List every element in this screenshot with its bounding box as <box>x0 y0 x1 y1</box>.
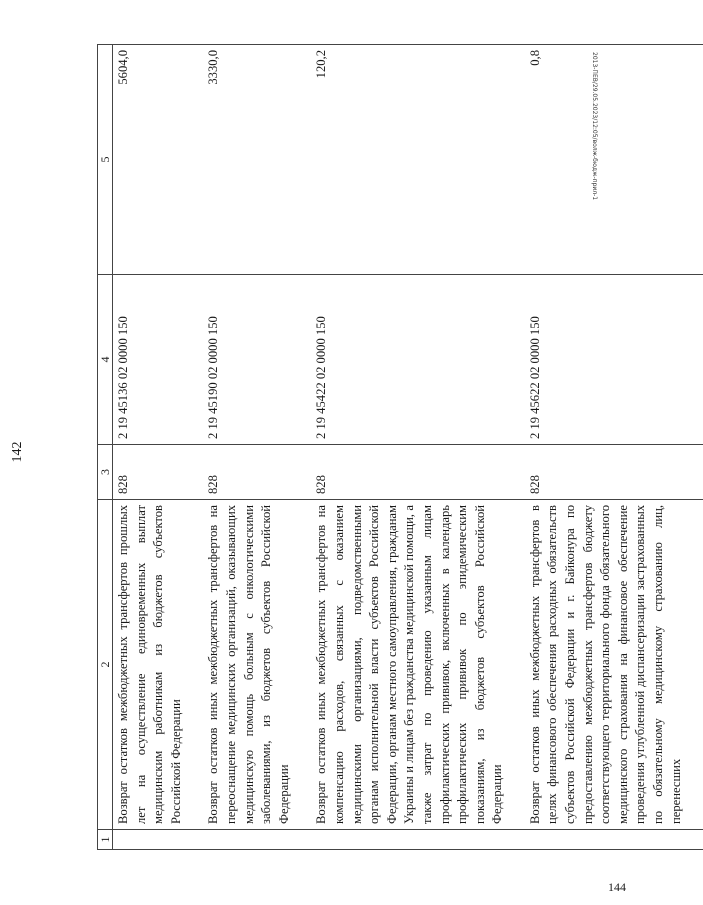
row-description: Возврат остатков иных межбюджетных трансфертов на переоснащение медицинских организаций, оказывающих медицинскую помощь больным с онкологическими заболеваниями, из бюджетов субъектов Российской Федерации <box>203 500 311 830</box>
row-amount: 120,2 <box>311 45 525 275</box>
table-row <box>525 45 703 850</box>
row-amount: 0,8 <box>525 45 703 275</box>
page-number-top: 142 <box>10 441 25 463</box>
row-admin-code: 828 <box>311 445 525 500</box>
table-row <box>311 45 525 850</box>
row-description: Возврат остатков межбюджетных трансфертов прошлых лет на осуществление единовременных выплат медицинским работникам из бюджетов субъектов Российской Федерации <box>113 500 204 830</box>
row-budget-code: 2 19 45190 02 0000 150 <box>203 275 311 445</box>
row-description: Возврат остатков иных межбюджетных трансфертов на компенсацию расходов, связанных с оказанием медицинскими организациями, подведомственными органам исполнительной власти субъектов Российской Федерации, органам местного самоуправления, гражданам Украины и лицам без гражданства медицинской помощи, а также затрат по проведению указанным лицам профилактических прививок, включенных в календарь профилактических прививок по эпидемическим показаниям, из бюджетов субъектов Российской Федерации <box>311 500 525 830</box>
row-budget-code: 2 19 45136 02 0000 150 <box>113 275 204 445</box>
table-header-cell: 5 <box>98 45 113 275</box>
row-admin-code: 828 <box>113 445 204 500</box>
row-number-cell <box>525 830 703 850</box>
table-header-cell: 2 <box>98 500 113 830</box>
row-amount: 5604,0 <box>113 45 204 275</box>
row-number-cell <box>311 830 525 850</box>
document-stamp: 2013-ПЕВ/29.05.2023/12:05/волж-бюдж-прил-1 <box>591 52 598 201</box>
row-amount: 3330,0 <box>203 45 311 275</box>
row-number-cell <box>203 830 311 850</box>
row-budget-code: 2 19 45422 02 0000 150 <box>311 275 525 445</box>
row-admin-code: 828 <box>525 445 703 500</box>
table-header-cell: 1 <box>98 830 113 850</box>
row-budget-code: 2 19 45622 02 0000 150 <box>525 275 703 445</box>
row-number-cell <box>113 830 204 850</box>
table-header-cell: 3 <box>98 445 113 500</box>
row-admin-code: 828 <box>203 445 311 500</box>
table-header-cell: 4 <box>98 275 113 445</box>
budget-table <box>97 44 703 850</box>
table-header-row <box>98 45 113 850</box>
table-row <box>203 45 311 850</box>
row-description: Возврат остатков иных межбюджетных трансфертов в целях финансового обеспечения расходных обязательств субъектов Российской Федерации и г. Байконура по предоставлению межбюджетных трансфертов бюджету соответствующего территориального фонда обязательного медицинского страхования на финансовое обеспечение проведения углубленной диспансеризации застрахованных по обязательному медицинскому страхованию лиц, перенесших <box>525 500 703 830</box>
page-number-bottom: 144 <box>608 880 626 894</box>
table-row <box>113 45 204 850</box>
